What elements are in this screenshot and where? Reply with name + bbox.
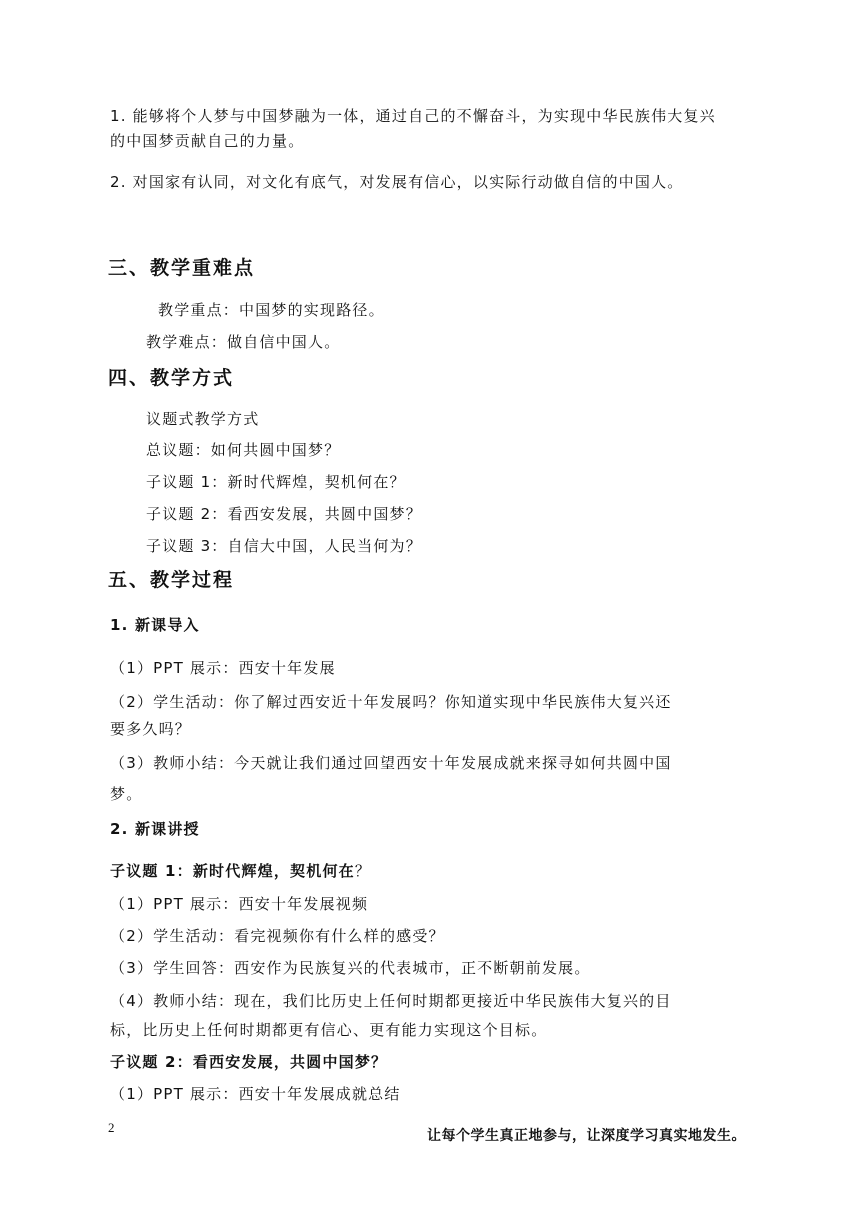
- sub-topic-2: 子议题 2：看西安发展，共圆中国梦？: [146, 505, 422, 523]
- sub-topic-1-item: （2）学生活动：看完视频你有什么样的感受？: [110, 927, 445, 945]
- teaching-method: 议题式教学方式: [146, 410, 260, 428]
- sub-topic-3: 子议题 3：自信大中国，人民当何为？: [146, 537, 422, 555]
- part-1-item: （3）教师小结：今天就让我们通过回望西安十年发展成就来探寻如何共圆中国: [110, 754, 672, 772]
- overall-topic: 总议题：如何共圆中国梦？: [146, 441, 341, 459]
- section-heading-3: 三、教学重难点: [108, 257, 256, 279]
- part-1-item: 要多久吗？: [110, 720, 192, 738]
- sub-topic-2-item: （1）PPT 展示：西安十年发展成就总结: [110, 1085, 401, 1103]
- sub-topic-1-item: 标，比历史上任何时期都更有信心、更有能力实现这个目标。: [110, 1021, 548, 1039]
- difficulty-point: 教学难点：做自信中国人。: [146, 333, 341, 351]
- sub-topic-1: 子议题 1：新时代辉煌，契机何在？: [146, 473, 406, 491]
- part-1-item: 梦。: [110, 785, 143, 803]
- sub-topic-1-title-mark: ？: [354, 862, 372, 880]
- sub-topic-1-title: [110, 861, 371, 881]
- sub-topic-1-item: （3）学生回答：西安作为民族复兴的代表城市，正不断朝前发展。: [110, 959, 591, 977]
- part-1-item: （1）PPT 展示：西安十年发展: [110, 659, 336, 677]
- part-2-title: 2. 新课讲授: [110, 820, 200, 838]
- part-1-item: （2）学生活动：你了解过西安近十年发展吗？你知道实现中华民族伟大复兴还: [110, 693, 672, 711]
- section-heading-5: 五、教学过程: [108, 569, 235, 591]
- sub-topic-1-title-main: 子议题 1：新时代辉煌，契机何在: [110, 862, 355, 880]
- section-heading-4: 四、教学方式: [108, 367, 235, 389]
- key-point: 教学重点：中国梦的实现路径。: [158, 301, 385, 319]
- part-1-title: 1. 新课导入: [110, 616, 200, 634]
- goal-item-2: 2. 对国家有认同，对文化有底气，对发展有信心，以实际行动做自信的中国人。: [110, 173, 684, 191]
- page-number: 2: [108, 1120, 115, 1135]
- sub-topic-1-item: （4）教师小结：现在，我们比历史上任何时期都更接近中华民族伟大复兴的目: [110, 992, 672, 1010]
- sub-topic-1-item: （1）PPT 展示：西安十年发展视频: [110, 895, 369, 913]
- footer-slogan: 让每个学生真正地参与，让深度学习真实地发生。: [427, 1128, 746, 1144]
- goal-item-1-line-2: 的中国梦贡献自己的力量。: [110, 132, 305, 150]
- sub-topic-2-title: 子议题 2：看西安发展，共圆中国梦？: [110, 1053, 388, 1071]
- goal-item-1-line-1: 1. 能够将个人梦与中国梦融为一体，通过自己的不懈奋斗，为实现中华民族伟大复兴: [110, 107, 716, 125]
